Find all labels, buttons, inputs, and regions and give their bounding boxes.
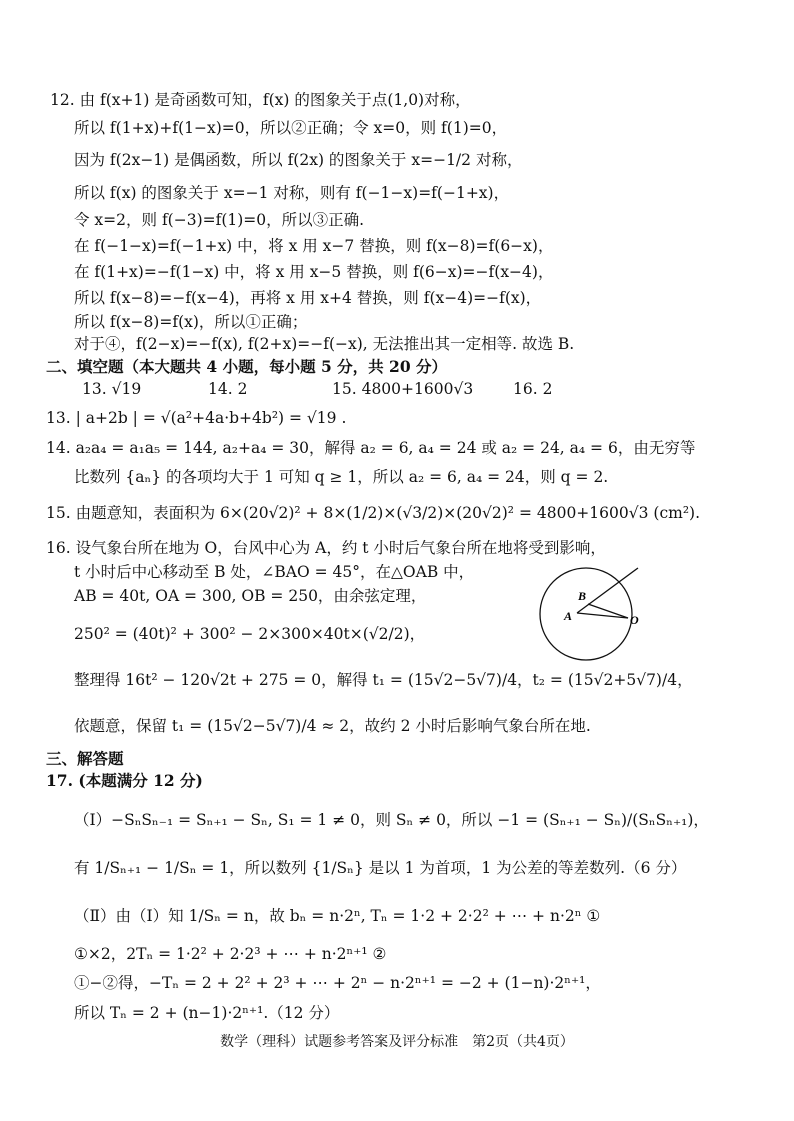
q16-line-1: 16. 设气象台所在地为 O，台风中心为 A，约 t 小时后气象台所在地将受到影响，: [46, 539, 606, 557]
q17-line-6: 所以 Tₙ = 2 + (n−1)·2ⁿ⁺¹.（12 分）: [74, 1004, 340, 1022]
q12-line-4: 所以 f(x) 的图象关于 x=−1 对称，则有 f(−1−x)=f(−1+x)，: [74, 184, 510, 202]
page-footer: 数学（理科）试题参考答案及评分标准 第2页（共4页）: [220, 1034, 574, 1050]
q17-line-1: （Ⅰ）−SₙSₙ₋₁ = Sₙ₊₁ − Sₙ, S₁ = 1 ≠ 0，则 Sₙ ≠ 0，所以 −1 = (Sₙ₊₁ − Sₙ)/(SₙSₙ₊₁)，: [74, 811, 709, 829]
q12-line-6: 在 f(−1−x)=f(−1+x) 中，将 x 用 x−7 替换，则 f(x−8)=f(6−x)，: [74, 237, 554, 255]
q12-line-5: 令 x=2，则 f(−3)=f(1)=0，所以③正确.: [74, 211, 365, 229]
q13-line: 13. | a+2b | = √(a²+4a·b+4b²) = √19 .: [46, 409, 347, 427]
q12-line-8: 所以 f(x−8)=−f(x−4)，再将 x 用 x+4 替换，则 f(x−4)=−f(x)，: [74, 289, 542, 307]
answer-16: 16. 2: [513, 380, 553, 398]
q17-title: 17. (本题满分 12 分): [46, 771, 203, 790]
label-b: B: [578, 589, 587, 603]
q12-line-10: 对于④，f(2−x)=−f(x), f(2+x)=−f(−x), 无法推出其一定相等. 故选 B.: [74, 335, 575, 353]
q12-line-7: 在 f(1+x)=−f(1−x) 中，将 x 用 x−5 替换，则 f(6−x)=−f(x−4)，: [74, 263, 554, 281]
path-line-ab: [577, 568, 638, 613]
q17-line-4: ①×2，2Tₙ = 1·2² + 2·2³ + ⋯ + n·2ⁿ⁺¹ ②: [74, 945, 387, 963]
q12-line-1: 12. 由 f(x+1) 是奇函数可知，f(x) 的图象关于点(1,0)对称，: [50, 91, 471, 109]
q12-line-3: 因为 f(2x−1) 是偶函数，所以 f(2x) 的图象关于 x=−1/2 对称，: [74, 151, 523, 169]
q17-line-5: ①−②得，−Tₙ = 2 + 2² + 2³ + ⋯ + 2ⁿ − n·2ⁿ⁺¹ = −2 + (1−n)·2ⁿ⁺¹，: [74, 974, 601, 992]
q16-line-5: 整理得 16t² − 120√2t + 275 = 0，解得 t₁ = (15√2−5√7)/4，t₂ = (15√2+5√7)/4，: [74, 671, 693, 689]
q16-line-6: 依题意，保留 t₁ = (15√2−5√7)/4 ≈ 2，故约 2 小时后影响气象台所在地.: [74, 717, 591, 735]
q17-line-3: （Ⅱ）由（Ⅰ）知 1/Sₙ = n，故 bₙ = n·2ⁿ, Tₙ = 1·2 + 2·2² + ⋯ + n·2ⁿ ①: [74, 907, 601, 925]
typhoon-figure: [530, 562, 650, 662]
q15-line: 15. 由题意知，表面积为 6×(20√2)² + 8×(1/2)×(√3/2)×(20√2)² = 4800+1600√3 (cm²).: [46, 504, 701, 522]
label-a: A: [564, 609, 573, 623]
solve-section-header: 三、解答题: [46, 749, 124, 768]
q16-line-4: 250² = (40t)² + 300² − 2×300×40t×(√2/2)，: [74, 625, 426, 643]
q12-line-9: 所以 f(x−8)=f(x)，所以①正确；: [74, 313, 308, 331]
label-o: O: [630, 613, 639, 627]
fill-section-header: 二、填空题（本大题共 4 小题，每小题 5 分，共 20 分）: [46, 357, 448, 376]
q14-line-1: 14. a₂a₄ = a₁a₅ = 144, a₂+a₄ = 30，解得 a₂ = 6, a₄ = 24 或 a₂ = 24, a₄ = 6，由无穷等: [46, 439, 696, 457]
q17-line-2: 有 1/Sₙ₊₁ − 1/Sₙ = 1，所以数列 {1/Sₙ} 是以 1 为首项，1 为公差的等差数列.（6 分）: [74, 859, 687, 877]
q16-line-3: AB = 40t, OA = 300, OB = 250，由余弦定理，: [74, 587, 427, 605]
answer-14: 14. 2: [208, 380, 248, 398]
q12-line-2: 所以 f(1+x)+f(1−x)=0，所以②正确；令 x=0，则 f(1)=0，: [74, 119, 508, 137]
answer-13: 13. √19: [82, 380, 142, 398]
q14-line-2: 比数列 {aₙ} 的各项均大于 1 可知 q ≥ 1，所以 a₂ = 6, a₄ = 24，则 q = 2.: [74, 468, 609, 486]
answer-15: 15. 4800+1600√3: [332, 380, 474, 398]
q16-line-2: t 小时后中心移动至 B 处，∠BAO = 45°，在△OAB 中，: [74, 563, 475, 581]
